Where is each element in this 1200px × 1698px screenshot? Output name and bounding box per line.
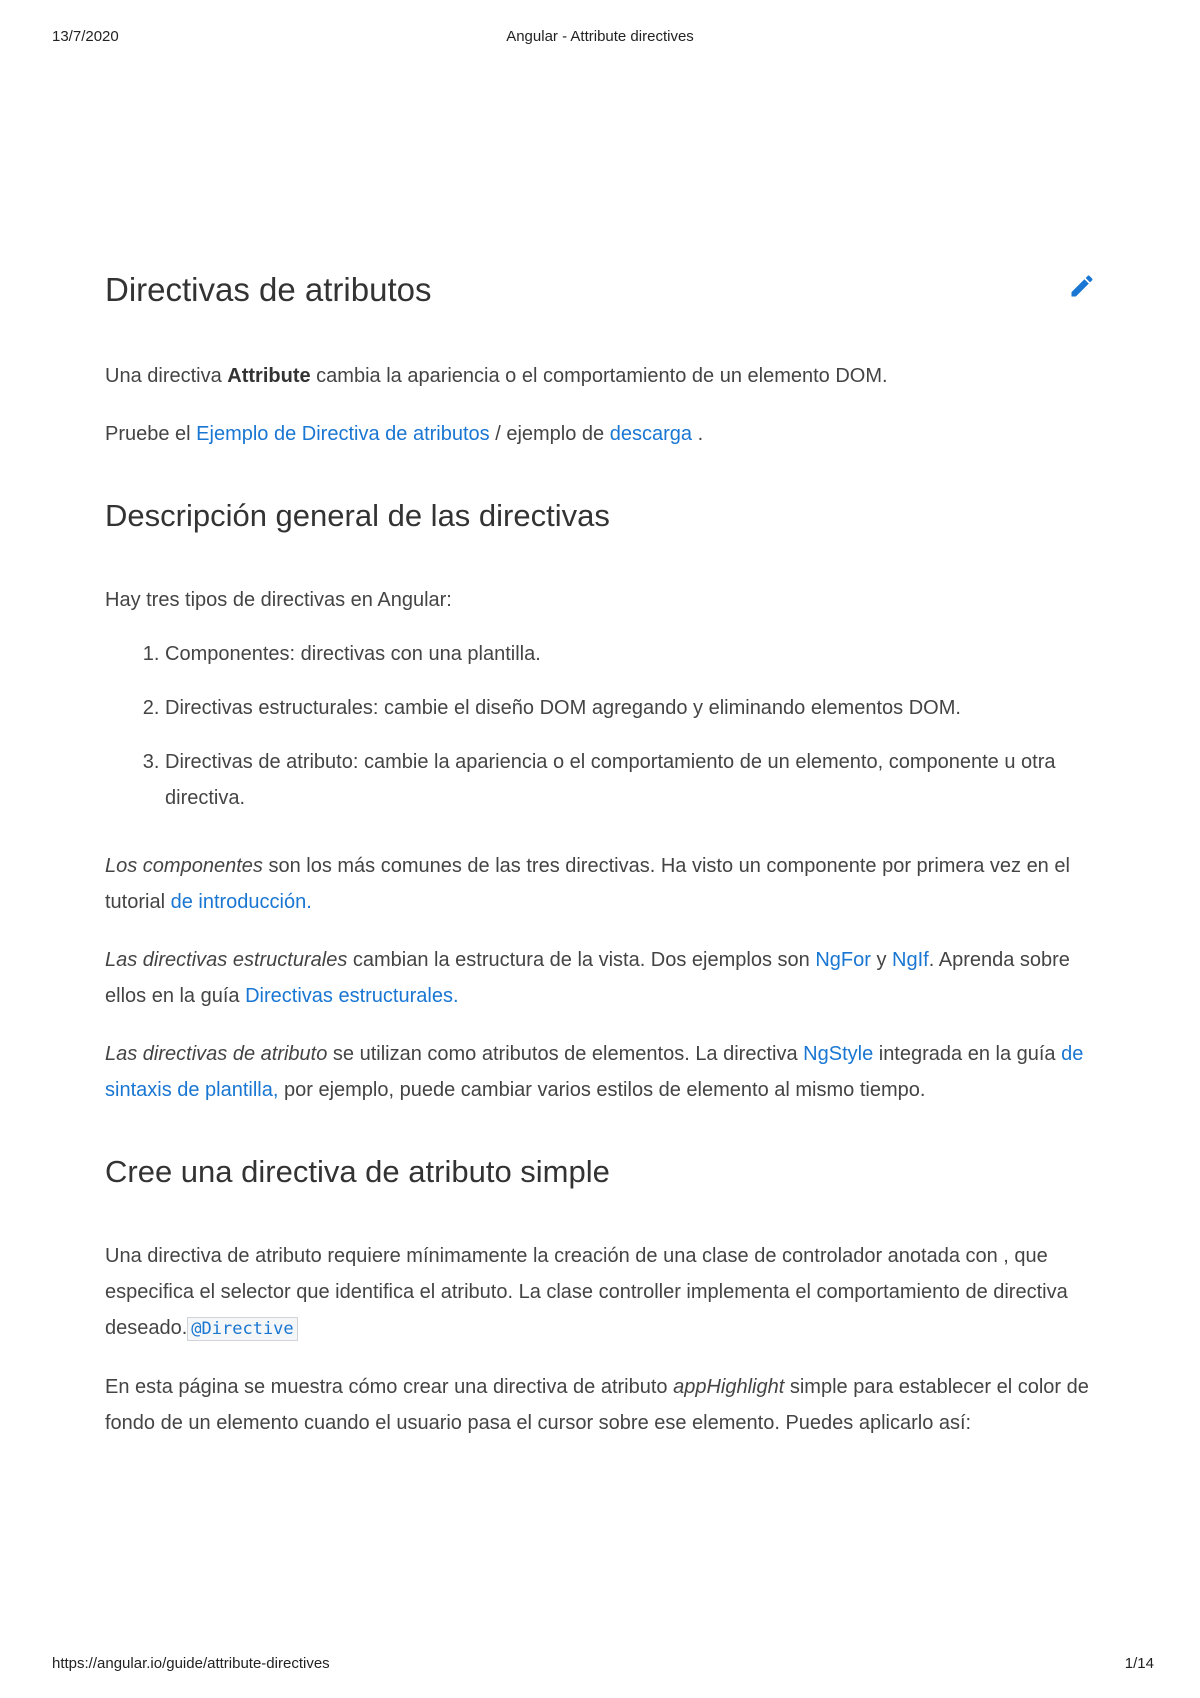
simple-paragraph-2: [105, 1369, 1100, 1441]
intro-paragraph: [105, 358, 1100, 394]
structural-text-2: y: [870, 949, 893, 971]
page-title: Directivas de atributos: [105, 271, 432, 308]
try-text: Pruebe el: [105, 423, 197, 445]
simple-text-1: Una directiva de atributo requiere mínimamente la creación de una clase de controlador anotada con , que especifica el selector que identifica el atributo. La clase controller implementa el comportamiento de directiva deseado.: [105, 1245, 1068, 1339]
ngstyle-link[interactable]: NgStyle: [803, 1043, 874, 1065]
attribute-text-2: integrada en la guía: [873, 1043, 1062, 1065]
download-link[interactable]: descarga: [609, 423, 693, 445]
structural-directives-link[interactable]: Directivas estructurales.: [245, 985, 459, 1007]
components-text: son los más comunes de las tres directivas. Ha visto un componente por primera vez en el tutorial: [105, 855, 1070, 913]
components-em: Los componentes: [105, 855, 263, 877]
structural-text-3: . Aprenda sobre ellos en la guía: [105, 949, 1070, 1007]
overview-lead: Hay tres tipos de directivas en Angular:: [105, 589, 452, 611]
try-example-paragraph: [105, 416, 1100, 452]
print-date: 13/7/2020: [52, 28, 119, 45]
article-content: [105, 270, 1100, 1441]
print-url: https://angular.io/guide/attribute-directives: [52, 1655, 330, 1672]
print-page-number: 1/14: [1124, 1655, 1154, 1672]
directive-code: @Directive: [187, 1317, 297, 1341]
intro-text: Una directiva: [105, 365, 228, 387]
structural-em: Las directivas estructurales: [105, 949, 348, 971]
print-title: Angular - Attribute directives: [506, 28, 694, 45]
ngfor-link[interactable]: NgFor: [815, 949, 871, 971]
directive-types-list: [105, 636, 1100, 816]
intro-strong: Attribute: [227, 365, 311, 387]
ngif-link[interactable]: NgIf: [892, 949, 929, 971]
live-example-link[interactable]: Ejemplo de Directiva de atributos: [196, 423, 490, 445]
tutorial-link[interactable]: de introducción.: [170, 891, 312, 913]
list-item: 1. Componentes: directivas con una plantilla.: [165, 636, 1100, 672]
simple-paragraph-1: [105, 1238, 1100, 1347]
attribute-em: Las directivas de atributo: [105, 1043, 328, 1065]
list-item: 2. Directivas estructurales: cambie el diseño DOM agregando y eliminando elementos DOM.: [165, 690, 1100, 726]
attribute-paragraph: [105, 1036, 1100, 1108]
try-text-end: .: [692, 423, 704, 445]
try-text-mid: / ejemplo de: [489, 423, 610, 445]
template-syntax-link[interactable]: de sintaxis de plantilla,: [105, 1043, 1084, 1101]
components-paragraph: [105, 848, 1100, 920]
section-heading-overview: Descripción general de las directivas: [105, 498, 610, 533]
list-item: 3. Directivas de atributo: cambie la apariencia o el comportamiento de un elemento, componente u otra directiva.: [165, 744, 1100, 816]
apphighlight-em: appHighlight: [673, 1376, 785, 1398]
structural-text-1: cambian la estructura de la vista. Dos ejemplos son: [347, 949, 816, 971]
section-heading-simple: Cree una directiva de atributo simple: [105, 1154, 610, 1189]
structural-paragraph: [105, 942, 1100, 1014]
print-header: [0, 28, 1200, 50]
attribute-text-3: por ejemplo, puede cambiar varios estilos de elemento al mismo tiempo.: [278, 1079, 926, 1101]
print-footer: [0, 1655, 1200, 1677]
simple-text-3: simple para establecer el color de fondo de un elemento cuando el usuario pasa el cursor sobre ese elemento. Puedes aplicarlo así:: [105, 1376, 1089, 1434]
attribute-text-1: se utilizan como atributos de elementos. La directiva: [327, 1043, 804, 1065]
intro-text-end: cambia la apariencia o el comportamiento de un elemento DOM.: [310, 365, 888, 387]
simple-text-2: En esta página se muestra cómo crear una directiva de atributo: [105, 1376, 674, 1398]
